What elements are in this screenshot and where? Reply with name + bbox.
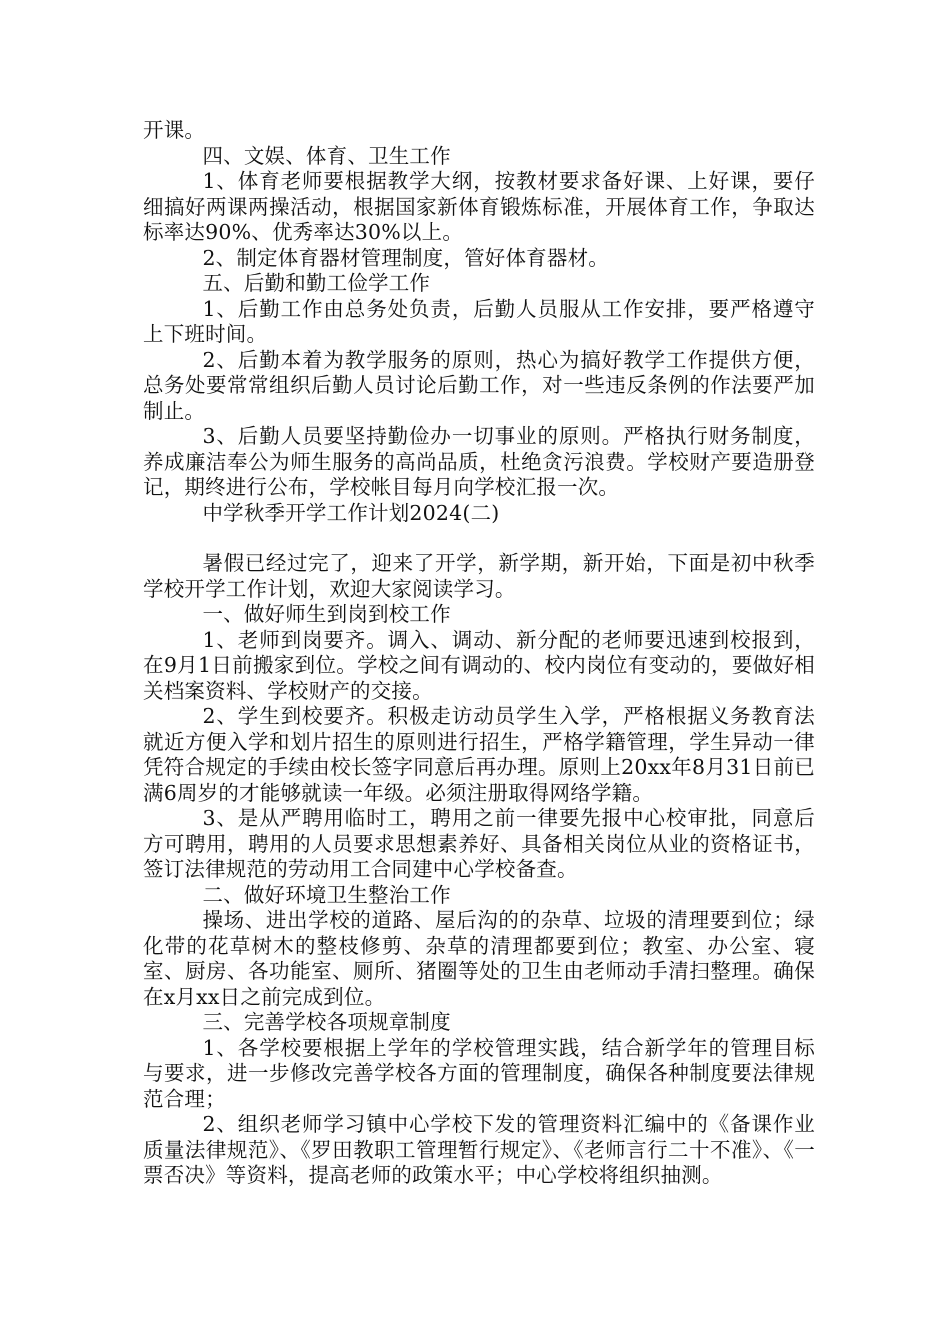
section-heading: 五、后勤和勤工俭学工作	[202, 271, 431, 295]
paragraph: 3、后勤人员要坚持勤俭办一切事业的原则。严格执行财务制度，养成廉洁奉公为师生服务的高尚品质，杜绝贪污浪费。学校财产要造册登记，期终进行公布，学校帐目每月向学校汇报一次。	[143, 424, 815, 499]
paragraph: 1、后勤工作由总务处负责，后勤人员服从工作安排，要严格遵守上下班时间。	[143, 296, 815, 346]
document-subtitle: 中学秋季开学工作计划2024(二)	[202, 500, 500, 525]
section-heading: 三、完善学校各项规章制度	[202, 1010, 451, 1034]
paragraph: 2、学生到校要齐。积极走访动员学生入学，严格根据义务教育法就近方便入学和划片招生的原则进行招生，严格学籍管理，学生异动一律凭符合规定的手续由校长签字同意后再办理。原则上20xx年8月31日前已满6周岁的才能够就读一年级。必须注册取得网络学籍。	[143, 704, 815, 805]
paragraph: 2、后勤本着为教学服务的原则，热心为搞好教学工作提供方便，总务处要常常组织后勤人员讨论后勤工作，对一些违反条例的作法要严加制止。	[143, 347, 815, 423]
blank-line	[143, 526, 815, 551]
section-heading: 二、做好环境卫生整治工作	[202, 882, 451, 907]
paragraph: 暑假已经过完了，迎来了开学，新学期，新开始，下面是初中秋季学校开学工作计划，欢迎大家阅读学习。	[143, 551, 815, 601]
paragraph: 2、制定体育器材管理制度，管好体育器材。	[202, 245, 609, 270]
paragraph: 3、是从严聘用临时工，聘用之前一律要先报中心校审批，同意后方可聘用，聘用的人员要求思想素养好、具备相关岗位从业的资格证书，签订法律规范的劳动用工合同建中心学校备查。	[143, 806, 815, 881]
paragraph: 1、老师到岗要齐。调入、调动、新分配的老师要迅速到校报到，在9月1日前搬家到位。学校之间有调动的、校内岗位有变动的，要做好相关档案资料、学校财产的交接。	[143, 627, 815, 703]
section-heading: 一、做好师生到岗到校工作	[202, 602, 451, 626]
paragraph: 2、组织老师学习镇中心学校下发的管理资料汇编中的《备课作业质量法律规范》、《罗田教职工管理暂行规定》、《老师言行二十不准》、《一票否决》等资料，提高老师的政策水平；中心学校将组织抽测。	[143, 1112, 815, 1187]
paragraph: 操场、进出学校的道路、屋后沟的的杂草、垃圾的清理要到位；绿化带的花草树木的整枝修剪、杂草的清理都要到位；教室、办公室、寝室、厨房、各功能室、厕所、猪圈等处的卫生由老师动手清扫整理。确保在x月xx日之前完成到位。	[143, 908, 815, 1009]
document-page	[143, 118, 815, 1189]
paragraph: 开课。	[143, 118, 206, 142]
paragraph: 1、体育老师要根据教学大纲，按教材要求备好课、上好课，要仔细搞好两课两操活动，根据国家新体育锻炼标准，开展体育工作，争取达标率达90%、优秀率达30%以上。	[143, 169, 815, 244]
paragraph: 1、各学校要根据上学年的学校管理实践，结合新学年的管理目标与要求，进一步修改完善学校各方面的管理制度，确保各种制度要法律规范合理；	[143, 1035, 815, 1111]
section-heading: 四、文娱、体育、卫生工作	[202, 143, 451, 168]
